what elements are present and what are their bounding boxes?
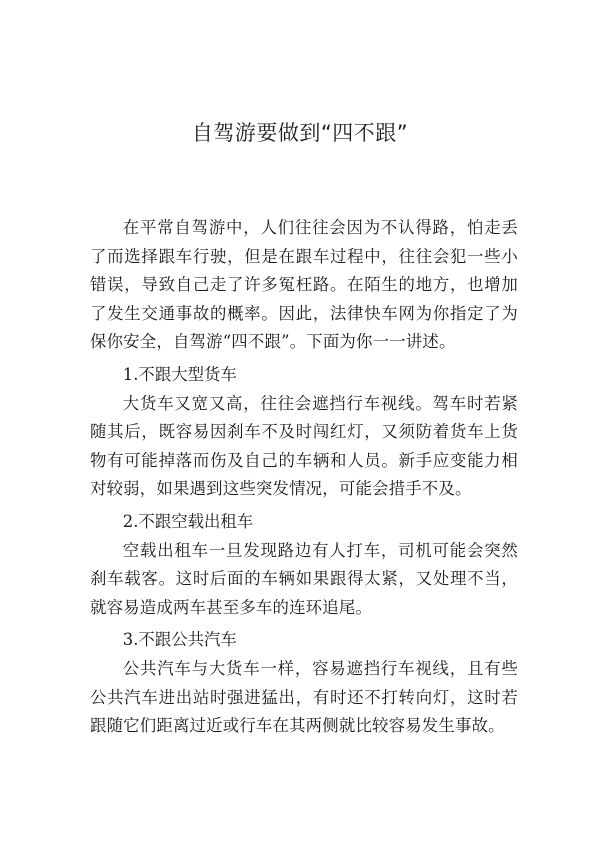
document-body bbox=[90, 214, 518, 741]
section-paragraph: 空载出租车一旦发现路边有人打车，司机可能会突然刹车载客。这时后面的车辆如果跟得太紧，又处理不当，就容易造成两车甚至多车的连环追尾。 bbox=[90, 540, 518, 617]
intro-paragraph: 在平常自驾游中，人们往往会因为不认得路，怕走丢了而选择跟车行驶，但是在跟车过程中，往往会犯一些小错误，导致自己走了许多冤枉路。在陌生的地方，也增加了发生交通事故的概率。因此，法律快车网为你指定了为保你安全，自驾游“四不跟”。下面为你一一讲述。 bbox=[90, 218, 518, 352]
section-paragraph: 大货车又宽又高，往往会遮挡行车视线。驾车时若紧随其后，既容易因刹车不及时闯红灯，又须防着货车上货物有可能掉落而伤及自己的车辆和人员。新手应变能力相对较弱，如果遇到这些突发情况，可能会措手不及。 bbox=[90, 393, 518, 499]
section-heading: 2.不跟空载出租车 bbox=[122, 511, 254, 531]
section-3 bbox=[90, 626, 518, 740]
section-paragraph: 公共汽车与大货车一样，容易遮挡行车视线，且有些公共汽车进出站时强进猛出，有时还不打转向灯，这时若跟随它们距离过近或行车在其两侧就比较容易发生事故。 bbox=[90, 658, 518, 736]
section-heading: 1.不跟大型货车 bbox=[122, 364, 237, 384]
page-title: 自驾游要做到“四不跟” bbox=[191, 121, 409, 145]
section-2 bbox=[90, 508, 518, 622]
section-1 bbox=[90, 361, 518, 504]
section-heading: 3.不跟公共汽车 bbox=[122, 630, 237, 650]
